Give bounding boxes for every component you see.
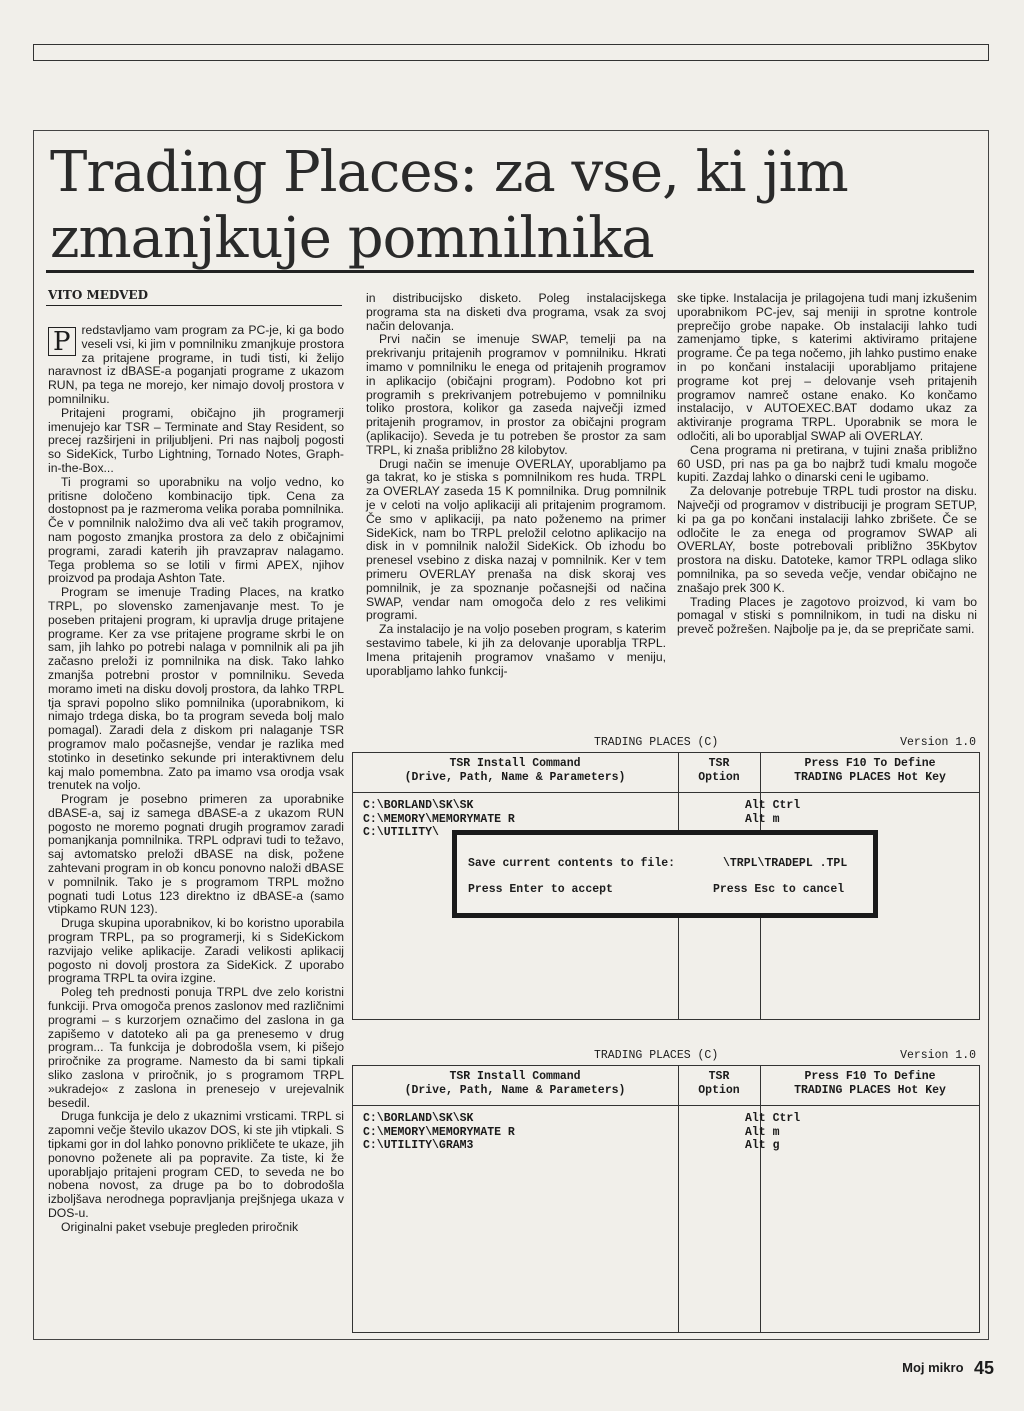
column-header-command: TSR Install Command (Drive, Path, Name & Parameters) xyxy=(404,757,626,784)
table-row: Alt g xyxy=(745,1139,780,1152)
author-byline: VITO MEDVED xyxy=(48,288,148,302)
cancel-hint: Press Esc to cancel xyxy=(713,883,845,896)
save-path-field[interactable]: \TRPL\TRADEPL .TPL xyxy=(723,857,848,870)
save-dialog xyxy=(452,830,878,918)
table-row: Alt m xyxy=(745,1125,780,1139)
screen-header xyxy=(352,1049,980,1065)
article-title: Trading Places: za vse, ki jim zmanjkuje pomnilnika xyxy=(50,140,848,271)
paragraph: Program se imenuje Trading Places, na kratko TRPL, po slovensko zamenjavanje mest. To je poseben pritajeni program, ki upravlja druge pritajene programe. Ker za vse pritajene programe skrbi le on sam, jih lahko po potrebi nalaga v pomnilnik ali pa jih začasno preloži iz pomnilnika na disk. Tako lahko zmanjša potrebni prostor v pomnilniku. Seveda moramo imeti na disku dovolj prostora, da lahko TRPL tja spravi popolno sliko pomnilnika (uporabnikom, ki nimajo trdega diska, bo ta program seveda bolj malo pomagal). Zaradi dela z diskom pri nalaganje TSR programov malo počasnejše, vendar je razlika med stotinko in desetinko sekunde pri interaktivnem delu kaj malo pomembna. Zato pa imamo vsa orodja vsak trenutek na voljo. xyxy=(48,585,344,793)
text-column-3 xyxy=(677,292,977,637)
table-row: C:\UTILITY\GRAM3 xyxy=(363,1139,474,1152)
paragraph: Druga skupina uporabnikov, ki bo koristno uporabila program TRPL, pa so programerji, ki s SideKickom razvijajo velike aplikacije. Zaradi velikosti aplikacij pogosto ni dovolj prostora za SideKick. Z uporabo programa TRPL ta ovira izgine. xyxy=(48,916,344,986)
table-row: Alt m xyxy=(745,812,780,826)
save-prompt: Save current contents to file: xyxy=(468,857,676,870)
top-header-bar xyxy=(33,44,989,61)
paragraph: Drugi način se imenuje OVERLAY, uporabljamo pa ga takrat, ko je stiska s pomnilnikom res huda. TRPL za OVERLAY zaseda 15 K pomnilnika. Drug pomnilnik je v celoti na voljo aplikaciji ali pritajenim programom. Če smo v aplikaciji, pa nato poženemo na primer SideKick, nam bo TRPL preložil celotno aplikacijo na disk in v pomnilnik naložil SideKick. Ob izhodu bo prenesel vsebino z diska nazaj v pomnilnik. Ker v tem primeru OVERLAY prenaša na disk skoraj ves pomnilnik, je za spoznanje počasnejši od načina SWAP, vendar nam omogoča delo z res velikimi programi. xyxy=(366,456,666,623)
paragraph: Program je posebno primeren za uporabnike dBASE-a, saj iz samega dBASE-a z ukazom RUN pogosto ne moremo pognati drugih programov zaradi pomanjkanja pomnilnika. TRPL odpravi tudi to težavo, saj avtomatsko preloži dBASE na disk, požene zahtevani program in ob koncu ponovno naloži dBASE v pomnilnik. Tako je s programom TRPL možno pognati tudi Lotus 123 direktno iz dBASE-a (samo vtipkamo RUN 123). xyxy=(48,792,344,917)
page-number: 45 xyxy=(973,1358,994,1378)
paragraph: Ti programi so uporabniku na voljo vedno, ko pritisne določeno kombinacijo tipk. Cena za dostopnost pa je razmeroma velika poraba pomnilnika. Če v pomnilnik naložimo dva ali več takih programov, nam pogosto zmanjka prostora za delo z običajnimi programi, zaradi katerih jih pravzaprav nalagamo. Tega problema so se lotili v firmi APEX, njihov proizvod pa prodaja Ashton Tate. xyxy=(48,474,344,586)
version-label: Version 1.0 xyxy=(900,736,976,749)
paragraph: Za instalacijo je na voljo poseben program, s katerim sestavimo tabele, ki jih za delovanje uporablja TRPL. Imena pritajenih programov vnašamo v meniju, uporabljamo lahko funkcij- xyxy=(366,622,666,678)
paragraph: Cena programa ni pretirana, v tujini znaša približno 60 USD, pri nas pa ga bo najbrž tudi kmalu mogoče kupiti. Zazdaj lahko o dinarski ceni le ugibamo. xyxy=(677,442,977,485)
screen-header xyxy=(352,736,980,752)
drop-cap: P xyxy=(48,327,76,356)
column-divider xyxy=(760,1066,761,1332)
column-header-option: TSR Option xyxy=(698,757,740,784)
title-rule xyxy=(46,270,974,273)
table-row: C:\BORLAND\SK\SK xyxy=(363,1112,474,1125)
table-row: Alt Ctrl xyxy=(745,1112,801,1125)
paragraph: P redstavljamo vam program za PC-je, ki ga bodo veseli vsi, ki jim v pomnilniku zmanjkuje prostora za pritajene programe, in tudi tisti, ki želijo naravnost iz dBASE-a poganjati programe z ukazom RUN, pa tega ne morejo, ker nimajo dovolj prostora v pomnilniku. xyxy=(48,323,344,406)
paragraph: Trading Places je zagotovo proizvod, ki vam bo pomagal v stiski s pomnilnikom, in tudi na disku ni preveč požrešen. Najbolje pa je, da se prepričate sami. xyxy=(677,594,977,637)
page-footer xyxy=(902,1358,994,1379)
hotkey-list xyxy=(745,1112,800,1153)
table-row: C:\MEMORY\MEMORYMATE R xyxy=(363,1125,515,1139)
paragraph: in distribucijsko disketo. Poleg instalacijskega programa sta na disketi dva programa, vsak za svoj način delovanja. xyxy=(366,291,666,333)
table-row: Alt Ctrl xyxy=(745,799,801,812)
paragraph: Druga funkcija je delo z ukaznimi vrsticami. TRPL si zapomni večje število ukazov DOS, ki ste jih vtipkali. S tipkami gor in dol lahko ponovno prikličete te ukaze, jih ponovno poženete ali pa popravite. Za tiste, ki že uporabljajo pritajeni program CED, to seveda ne bo nobena novost, za druge pa bo to dobrodošla izboljšava nerodnega popravljanja prejšnjega ukaza v DOS-u. xyxy=(48,1109,344,1220)
command-list xyxy=(363,1112,515,1153)
text-column-1 xyxy=(48,324,344,1235)
accept-hint: Press Enter to accept xyxy=(468,883,613,896)
paragraph: ske tipke. Instalacija je prilagojena tudi manj izkušenim uporabnikom PC-jev, saj meniji in sprotne kontrole preprečijo grobe napake. Ob instalaciji lahko tudi zamenjamo tipke, s katerimi aktiviramo pritajene programe. Če pa tega nočemo, jih lahko pustimo enake in po končani instalaciji uporabljamo pritajene programe kot prej – delovanje vseh pritajenih programov namreč ostane enako. Ko končamo instalacijo, v AUTOEXEC.BAT dodamo ukaz za aktiviranje programa TRPL. Uporabnik se mora le odločiti, ali bo uporabljal SWAP ali OVERLAY. xyxy=(677,291,977,443)
hotkey-list xyxy=(745,799,800,826)
table-row: C:\BORLAND\SK\SK xyxy=(363,799,474,812)
product-name: TRADING PLACES (C) xyxy=(594,736,719,749)
column-header-option: TSR Option xyxy=(698,1070,740,1097)
text-column-2 xyxy=(366,292,666,678)
column-header-hotkey: Press F10 To Define TRADING PLACES Hot Key xyxy=(794,757,946,784)
paragraph: Poleg teh prednosti ponuja TRPL dve zelo koristni funkciji. Prva omogoča prenos zaslonov med različnimi programi – s kurzorjem označimo del zaslona in ga zapišemo v datoteko ali pa ga prenesemo v drug program... Ta funkcija je dobrodošla vsem, ki pišejo priročnike za programe. Namesto da bi sami tipkali sliko zaslona v priročnik, jo s programom TRPL »ukradejo« z zaslona in prenesejo v urejevalnik besedil. xyxy=(48,985,345,1110)
table-row: C:\UTILITY\ xyxy=(363,826,439,839)
paragraph: Originalni paket vsebuje pregleden priročnik xyxy=(61,1219,299,1234)
column-header-command: TSR Install Command (Drive, Path, Name & Parameters) xyxy=(404,1070,626,1097)
column-divider xyxy=(678,1066,679,1332)
byline-rule xyxy=(46,305,342,306)
paragraph: Pritajeni programi, običajno jih programerji imenujejo kar TSR – Terminate and Stay Resident, so precej razširjeni in priljubljeni. Pri nas najbolj pogosti so SideKick, Turbo Lightning, Tornado Notes, Graph-in-the-Box... xyxy=(48,405,344,475)
version-label: Version 1.0 xyxy=(900,1049,976,1062)
table-row: C:\MEMORY\MEMORYMATE R xyxy=(363,812,515,826)
paragraph: Prvi način se imenuje SWAP, temelji pa na prekrivanju pritajenih programov v pomnilniku. Hkrati imamo v pomnilniku le enega od pritajenih programov in aplikacijo (običajni program). Podobno kot pri programih s prekrivanjem potrebujemo v pomnilniku toliko prostora, kolikor ga zaseda največji izmed pritajenih programov, in prostor za običajni program (aplikacijo). Seveda je tu potreben še prostor za sam TRPL, ki znaša približno 28 kilobytov. xyxy=(366,332,666,457)
magazine-name: Moj mikro xyxy=(902,1360,964,1375)
product-name: TRADING PLACES (C) xyxy=(594,1049,719,1062)
tsr-table xyxy=(352,1065,980,1333)
paragraph: Za delovanje potrebuje TRPL tudi prostor na disku. Največji od programov v distribuciji je program SETUP, ki pa ga po končani instalaciji lahko zbrišete. Če se odločite le za enega od programov SWAP ali OVERLAY, boste potrebovali približno 35Kbytov prostora na disku. Datoteke, kamor TRPL odlaga sliko pomnilnika, pa so seveda večje, vendar običajno ne znašajo prek 300 K. xyxy=(677,484,977,595)
column-header-hotkey: Press F10 To Define TRADING PLACES Hot Key xyxy=(794,1070,946,1097)
